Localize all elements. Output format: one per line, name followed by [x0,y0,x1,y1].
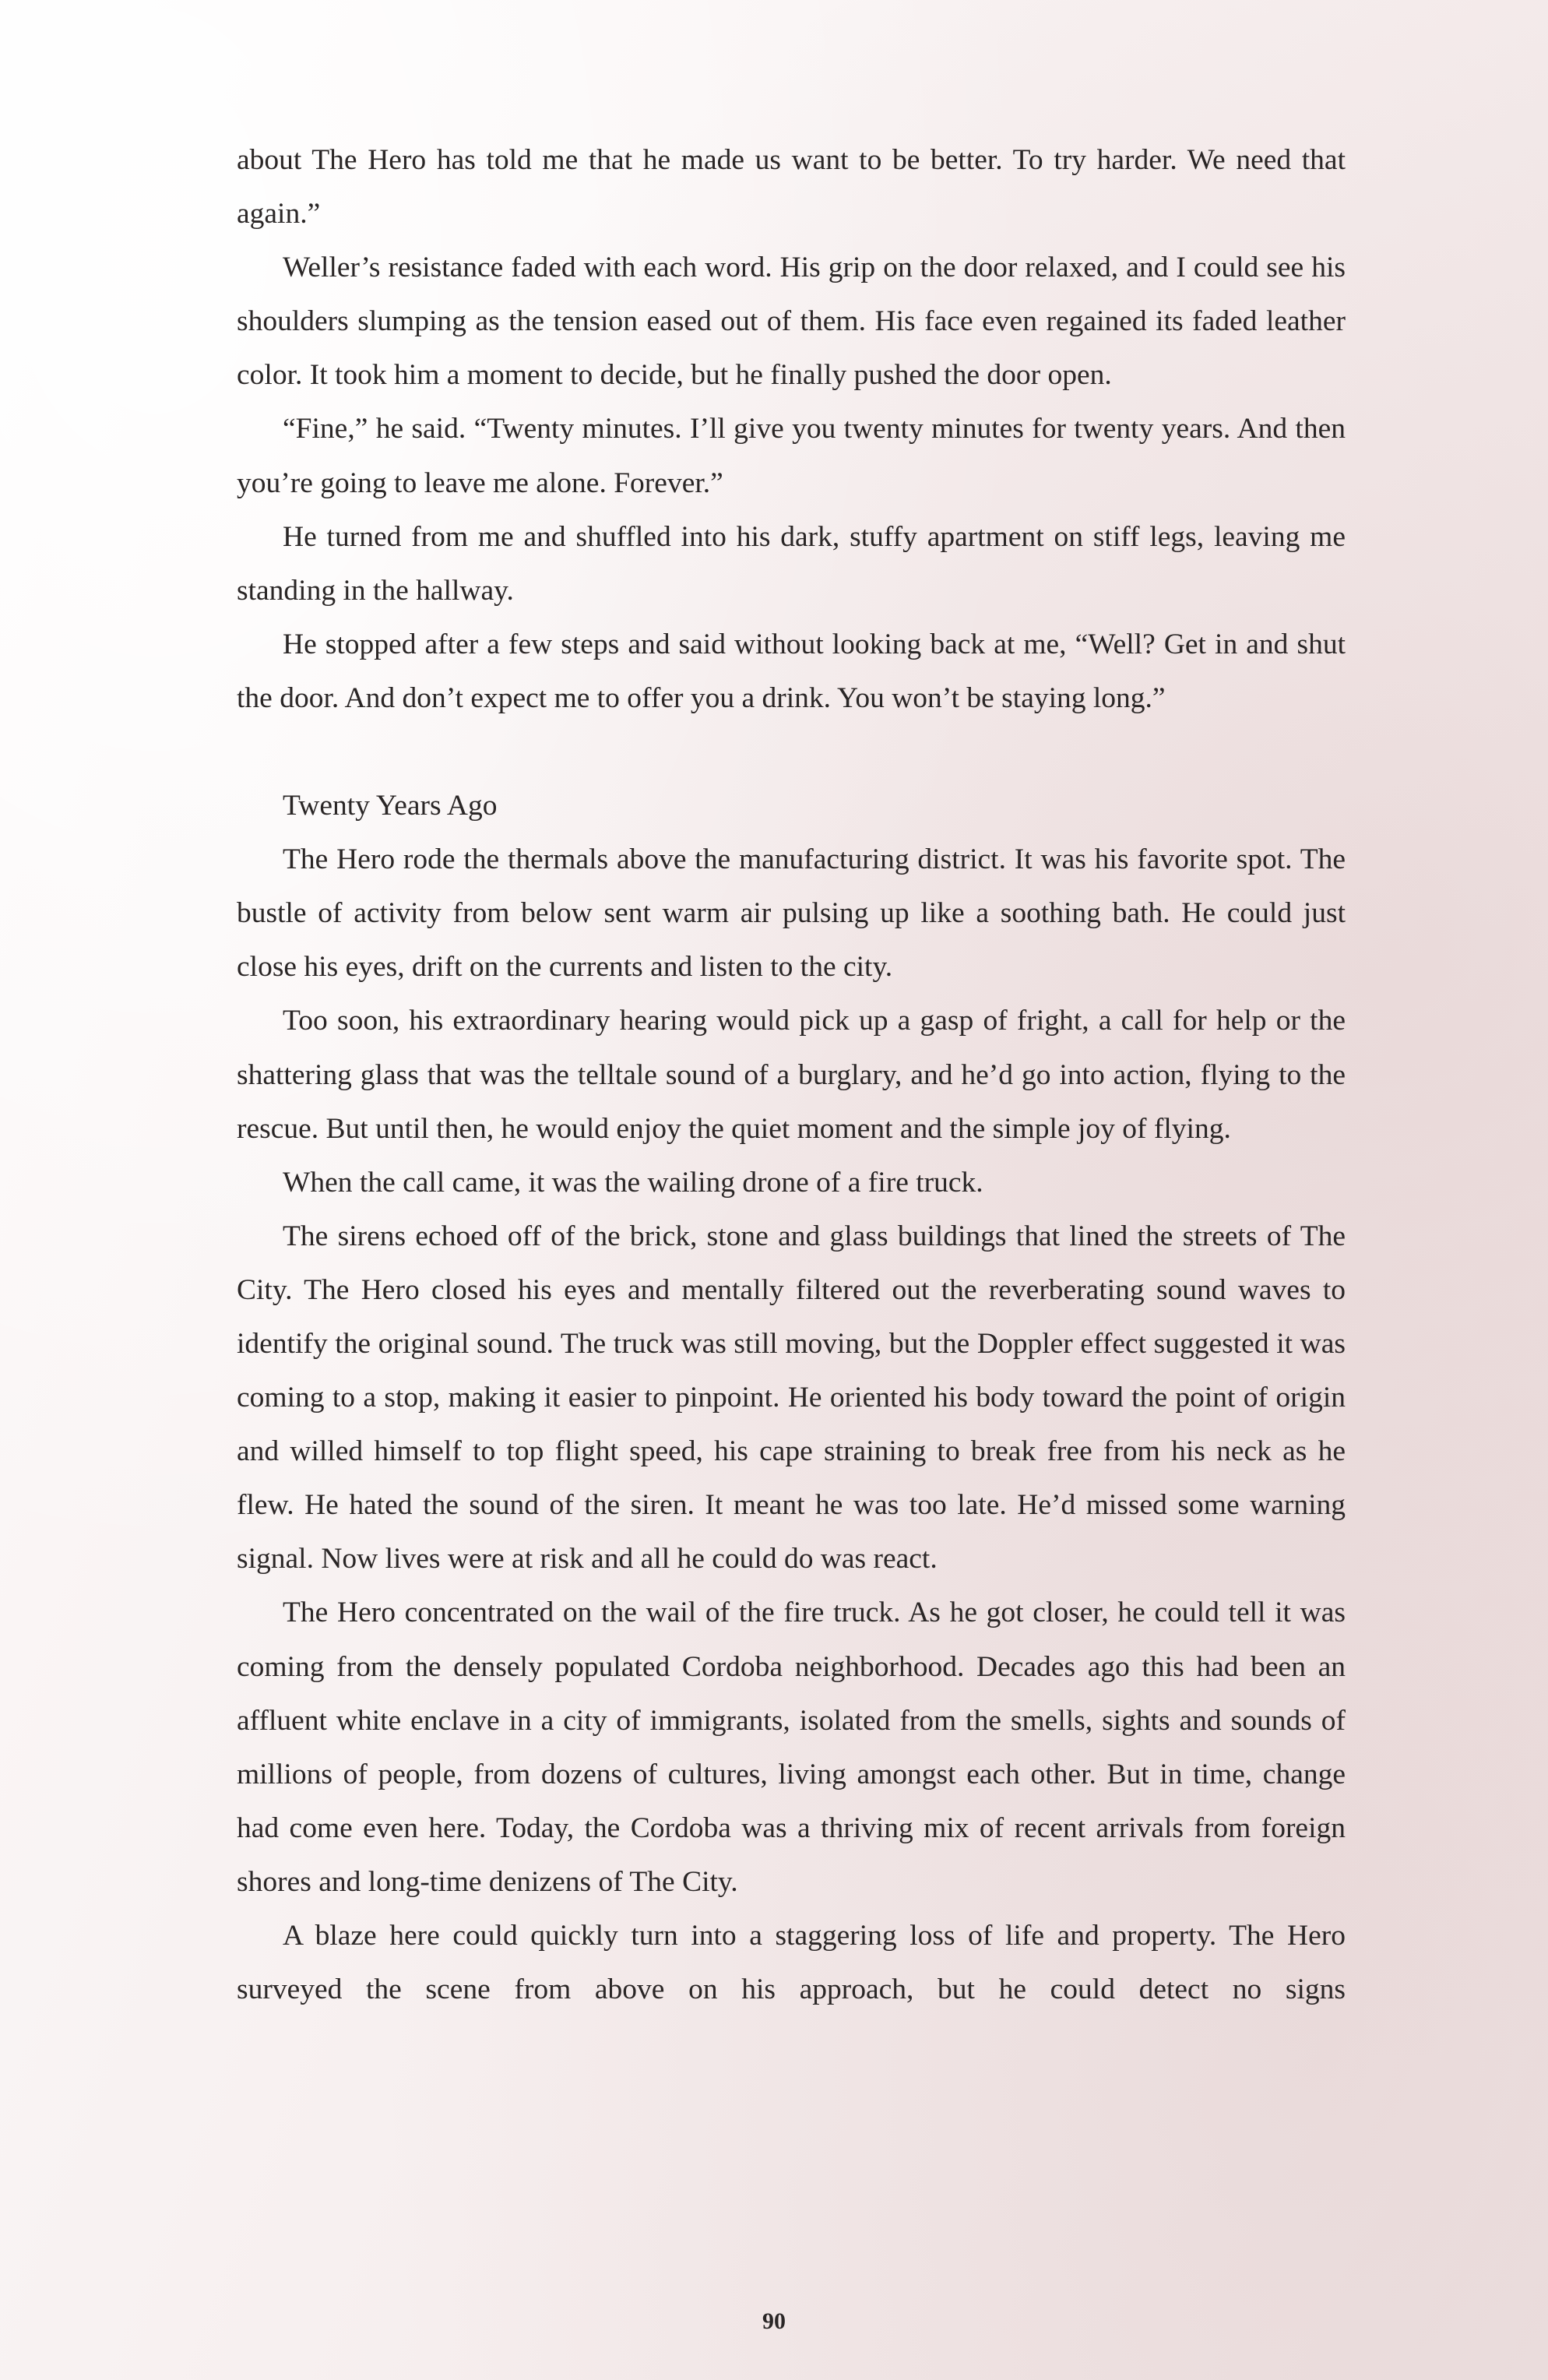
section-heading: Twenty Years Ago [283,790,498,822]
page-number: 90 [762,2308,786,2334]
story-paragraph: He turned from me and shuffled into his dark, stuffy apartment on stiff legs, leaving me standing in the hallway. [237,520,1346,607]
story-paragraph: The sirens echoed off of the brick, stone and glass buildings that lined the streets of The City. The Hero closed his eyes and mentally filtered out the reverberating sound waves to identify the original sound. The truck was still moving, but the Doppler effect suggested it was coming to a stop, making it easier to pinpoint. He oriented his body toward the point of origin and willed himself to top flight speed, his cape straining to break free from his neck as he flew. He hated the sound of the siren. It meant he was too late. He’d missed some warning signal. Now lives were at risk and all he could do was react. [237,1220,1346,1576]
story-paragraph: A blaze here could quickly turn into a staggering loss of life and property. The Hero surveyed the scene from above on his approach, but he could detect no signs [237,1920,1346,2006]
story-paragraph: about The Hero has told me that he made us want to be better. To try harder. We need that again.” [237,144,1346,231]
section-break [237,725,1346,779]
story-paragraph: Weller’s resistance faded with each word. His grip on the door relaxed, and I could see his shoulders slumping as the tension eased out of them. His face even regained its faded leather color. It took him a moment to decide, but he finally pushed the door open. [237,252,1346,392]
page-body-text [237,133,1346,2016]
story-paragraph: He stopped after a few steps and said without looking back at me, “Well? Get in and shut the door. And don’t expect me to offer you a drink. You won’t be staying long.” [237,628,1346,714]
story-paragraph: “Fine,” he said. “Twenty minutes. I’ll give you twenty minutes for twenty years. And then you’re going to leave me alone. Forever.” [237,413,1346,499]
story-paragraph: When the call came, it was the wailing drone of a fire truck. [283,1166,983,1199]
book-page [237,0,1346,2380]
story-paragraph: The Hero rode the thermals above the manufacturing district. It was his favorite spot. The bustle of activity from below sent warm air pulsing up like a soothing bath. He could just close his eyes, drift on the currents and listen to the city. [237,843,1346,984]
story-paragraph: The Hero concentrated on the wail of the fire truck. As he got closer, he could tell it was coming from the densely populated Cordoba neighborhood. Decades ago this had been an affluent white enclave in a city of immigrants, isolated from the smells, sights and sounds of millions of people, from dozens of cultures, living amongst each other. But in time, change had come even here. Today, the Cordoba was a thriving mix of recent arrivals from foreign shores and long-time denizens of The City. [237,1597,1346,1898]
story-paragraph: Too soon, his extraordinary hearing would pick up a gasp of fright, a call for help or the shattering glass that was the telltale sound of a burglary, and he’d go into action, flying to the rescue. But until then, he would enjoy the quiet moment and the simple joy of flying. [237,1005,1346,1145]
